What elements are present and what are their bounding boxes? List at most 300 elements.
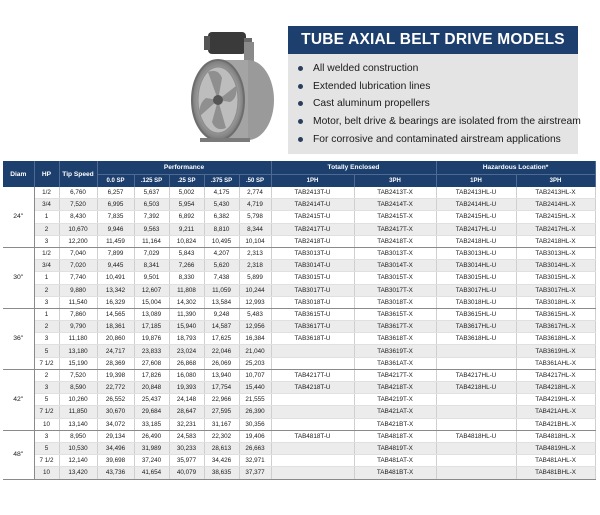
- hp-cell: 5: [34, 394, 59, 406]
- performance-cell: 24,583: [169, 430, 204, 442]
- table-row: [3, 333, 595, 345]
- model-cell: TAB481AT-X: [354, 455, 436, 467]
- product-info-panel: [288, 26, 581, 154]
- hp-cell: 1/2: [34, 187, 59, 199]
- performance-cell: 30,233: [169, 442, 204, 454]
- model-cell: TAB4818HL-X: [516, 430, 595, 442]
- bullet-icon: [298, 119, 303, 124]
- performance-cell: 34,496: [97, 442, 134, 454]
- feature-item: Extended lubrication lines: [298, 78, 578, 96]
- table-row: [3, 430, 595, 442]
- performance-cell: 18,361: [97, 321, 134, 333]
- model-cell: [271, 418, 354, 430]
- model-cell: TAB4218T-U: [271, 382, 354, 394]
- performance-cell: 7,899: [97, 247, 134, 259]
- table-row: [3, 187, 595, 199]
- tip-speed-cell: 9,880: [59, 284, 97, 296]
- performance-cell: 34,426: [204, 455, 239, 467]
- model-cell: TAB3017T-X: [354, 284, 436, 296]
- performance-cell: 33,185: [134, 418, 169, 430]
- model-cell: TAB4819T-X: [354, 442, 436, 454]
- performance-cell: 20,860: [97, 333, 134, 345]
- tip-speed-cell: 13,420: [59, 467, 97, 479]
- hp-cell: 1: [34, 211, 59, 223]
- diameter-cell: 36": [3, 308, 34, 369]
- model-cell: TAB361AHL-X: [516, 357, 595, 369]
- performance-cell: 11,390: [169, 308, 204, 320]
- tip-speed-cell: 7,860: [59, 308, 97, 320]
- header-performance: Performance: [97, 161, 271, 175]
- model-cell: TAB361AT-X: [354, 357, 436, 369]
- tip-speed-cell: 13,180: [59, 345, 97, 357]
- header-phase: 3PH: [354, 175, 436, 188]
- header-phase: 1PH: [271, 175, 354, 188]
- hp-cell: 3: [34, 430, 59, 442]
- performance-cell: 9,501: [134, 272, 169, 284]
- model-cell: TAB3014HL-X: [516, 260, 595, 272]
- model-cell: TAB3015HL-X: [516, 272, 595, 284]
- performance-cell: 9,445: [97, 260, 134, 272]
- performance-cell: 13,584: [204, 296, 239, 308]
- hp-cell: 5: [34, 345, 59, 357]
- performance-cell: 5,798: [239, 211, 271, 223]
- bullet-icon: [298, 84, 303, 89]
- hp-cell: 7 1/2: [34, 357, 59, 369]
- bullet-icon: [298, 101, 303, 106]
- performance-cell: 29,684: [134, 406, 169, 418]
- performance-cell: 40,079: [169, 467, 204, 479]
- performance-cell: 5,002: [169, 187, 204, 199]
- model-cell: TAB3018T-X: [354, 296, 436, 308]
- performance-cell: 26,663: [239, 442, 271, 454]
- performance-cell: 26,490: [134, 430, 169, 442]
- table-row: [3, 199, 595, 211]
- performance-cell: 5,430: [204, 199, 239, 211]
- spec-table: [3, 161, 596, 480]
- model-cell: TAB3615T-U: [271, 308, 354, 320]
- model-cell: TAB481BT-X: [354, 467, 436, 479]
- performance-cell: 31,167: [204, 418, 239, 430]
- feature-item: All welded construction: [298, 60, 578, 78]
- model-cell: TAB3014HL-U: [436, 260, 516, 272]
- table-row: [3, 382, 595, 394]
- table-row: [3, 223, 595, 235]
- tip-speed-cell: 12,200: [59, 235, 97, 247]
- performance-cell: 6,892: [169, 211, 204, 223]
- model-cell: TAB2417T-X: [354, 223, 436, 235]
- model-cell: TAB3015T-X: [354, 272, 436, 284]
- performance-cell: 5,954: [169, 199, 204, 211]
- tip-speed-cell: 7,020: [59, 260, 97, 272]
- diameter-cell: 42": [3, 369, 34, 430]
- model-cell: TAB481AHL-X: [516, 455, 595, 467]
- model-cell: TAB3618T-U: [271, 333, 354, 345]
- performance-cell: 13,342: [97, 284, 134, 296]
- model-cell: TAB3013T-U: [271, 247, 354, 259]
- performance-cell: 37,240: [134, 455, 169, 467]
- performance-cell: 26,069: [204, 357, 239, 369]
- performance-cell: 20,848: [134, 382, 169, 394]
- model-cell: TAB3617HL-U: [436, 321, 516, 333]
- model-cell: TAB2418HL-X: [516, 235, 595, 247]
- tip-speed-cell: 13,140: [59, 418, 97, 430]
- model-cell: TAB3014T-U: [271, 260, 354, 272]
- hp-cell: 7 1/2: [34, 406, 59, 418]
- performance-cell: 6,257: [97, 187, 134, 199]
- diameter-cell: 24": [3, 187, 34, 247]
- performance-cell: 5,620: [204, 260, 239, 272]
- diameter-cell: 48": [3, 430, 34, 479]
- model-cell: TAB3013T-X: [354, 247, 436, 259]
- performance-cell: 12,993: [239, 296, 271, 308]
- model-cell: [436, 442, 516, 454]
- performance-cell: 8,810: [204, 223, 239, 235]
- model-cell: TAB2413T-U: [271, 187, 354, 199]
- tip-speed-cell: 8,950: [59, 430, 97, 442]
- hp-cell: 5: [34, 442, 59, 454]
- header-hazardous: Hazardous Location*: [436, 161, 595, 175]
- model-cell: [436, 394, 516, 406]
- model-cell: TAB2415T-X: [354, 211, 436, 223]
- performance-cell: 32,231: [169, 418, 204, 430]
- performance-cell: 2,318: [239, 260, 271, 272]
- performance-cell: 16,080: [169, 369, 204, 381]
- performance-cell: 26,868: [169, 357, 204, 369]
- performance-cell: 5,637: [134, 187, 169, 199]
- model-cell: TAB3618T-X: [354, 333, 436, 345]
- model-cell: TAB3617T-U: [271, 321, 354, 333]
- tip-speed-cell: 8,590: [59, 382, 97, 394]
- model-cell: TAB3018HL-X: [516, 296, 595, 308]
- performance-cell: 7,438: [204, 272, 239, 284]
- table-row: [3, 455, 595, 467]
- header-diam: Diam: [3, 161, 34, 187]
- header-sp: .375 SP: [204, 175, 239, 188]
- model-cell: TAB4218HL-X: [516, 382, 595, 394]
- performance-cell: 22,046: [204, 345, 239, 357]
- tip-speed-cell: 9,790: [59, 321, 97, 333]
- hp-cell: 2: [34, 284, 59, 296]
- performance-cell: 11,164: [134, 235, 169, 247]
- performance-cell: 35,977: [169, 455, 204, 467]
- performance-cell: 5,483: [239, 308, 271, 320]
- hp-cell: 3: [34, 296, 59, 308]
- performance-cell: 8,344: [239, 223, 271, 235]
- performance-cell: 41,654: [134, 467, 169, 479]
- table-row: [3, 357, 595, 369]
- performance-cell: 19,406: [239, 430, 271, 442]
- tip-speed-cell: 7,520: [59, 199, 97, 211]
- model-cell: [271, 442, 354, 454]
- performance-cell: 2,774: [239, 187, 271, 199]
- model-cell: TAB421BHL-X: [516, 418, 595, 430]
- model-cell: TAB4217HL-X: [516, 369, 595, 381]
- model-cell: TAB3619HL-X: [516, 345, 595, 357]
- performance-cell: 25,203: [239, 357, 271, 369]
- model-cell: TAB2415HL-X: [516, 211, 595, 223]
- performance-cell: 14,587: [204, 321, 239, 333]
- model-cell: [436, 467, 516, 479]
- performance-cell: 38,635: [204, 467, 239, 479]
- performance-cell: 22,772: [97, 382, 134, 394]
- model-cell: [436, 406, 516, 418]
- performance-cell: 10,244: [239, 284, 271, 296]
- performance-cell: 23,833: [134, 345, 169, 357]
- feature-item: For corrosive and contaminated airstream applications: [298, 130, 578, 148]
- model-cell: TAB2418T-U: [271, 235, 354, 247]
- tip-speed-cell: 11,540: [59, 296, 97, 308]
- header-sp: .125 SP: [134, 175, 169, 188]
- model-cell: [271, 357, 354, 369]
- performance-cell: 28,613: [204, 442, 239, 454]
- performance-cell: 7,835: [97, 211, 134, 223]
- model-cell: TAB3017T-U: [271, 284, 354, 296]
- model-cell: TAB481BHL-X: [516, 467, 595, 479]
- model-cell: TAB2413T-X: [354, 187, 436, 199]
- performance-cell: 9,211: [169, 223, 204, 235]
- performance-cell: 13,089: [134, 308, 169, 320]
- header-sp: 0.0 SP: [97, 175, 134, 188]
- header-sp: .50 SP: [239, 175, 271, 188]
- hp-cell: 3: [34, 333, 59, 345]
- performance-cell: 5,899: [239, 272, 271, 284]
- performance-cell: 12,956: [239, 321, 271, 333]
- hp-cell: 3/4: [34, 260, 59, 272]
- performance-cell: 11,059: [204, 284, 239, 296]
- performance-cell: 19,876: [134, 333, 169, 345]
- performance-cell: 4,175: [204, 187, 239, 199]
- tip-speed-cell: 11,180: [59, 333, 97, 345]
- hp-cell: 3: [34, 235, 59, 247]
- model-cell: TAB4818T-U: [271, 430, 354, 442]
- table-row: [3, 394, 595, 406]
- tip-speed-cell: 10,670: [59, 223, 97, 235]
- model-cell: [271, 345, 354, 357]
- model-cell: TAB421AHL-X: [516, 406, 595, 418]
- model-cell: TAB4217T-U: [271, 369, 354, 381]
- model-cell: TAB3014T-X: [354, 260, 436, 272]
- table-row: [3, 272, 595, 284]
- performance-cell: 17,754: [204, 382, 239, 394]
- performance-cell: 11,808: [169, 284, 204, 296]
- tip-speed-cell: 7,520: [59, 369, 97, 381]
- hp-cell: 2: [34, 369, 59, 381]
- model-cell: TAB4818HL-U: [436, 430, 516, 442]
- table-row: [3, 321, 595, 333]
- hp-cell: 3: [34, 382, 59, 394]
- model-cell: TAB2418HL-U: [436, 235, 516, 247]
- performance-cell: 9,946: [97, 223, 134, 235]
- model-cell: TAB4217T-X: [354, 369, 436, 381]
- performance-cell: 21,555: [239, 394, 271, 406]
- table-row: [3, 211, 595, 223]
- table-row: [3, 247, 595, 259]
- model-cell: [271, 406, 354, 418]
- diameter-cell: 30": [3, 247, 34, 308]
- model-cell: TAB3013HL-U: [436, 247, 516, 259]
- model-cell: TAB3615HL-U: [436, 308, 516, 320]
- model-cell: TAB2418T-X: [354, 235, 436, 247]
- table-row: [3, 296, 595, 308]
- performance-cell: 30,356: [239, 418, 271, 430]
- model-cell: [436, 418, 516, 430]
- tip-speed-cell: 12,140: [59, 455, 97, 467]
- bullet-icon: [298, 66, 303, 71]
- performance-cell: 28,647: [169, 406, 204, 418]
- model-cell: TAB4819HL-X: [516, 442, 595, 454]
- model-cell: TAB3618HL-X: [516, 333, 595, 345]
- performance-cell: 4,719: [239, 199, 271, 211]
- model-cell: [436, 345, 516, 357]
- performance-cell: 13,940: [204, 369, 239, 381]
- performance-cell: 29,134: [97, 430, 134, 442]
- performance-cell: 4,207: [204, 247, 239, 259]
- performance-cell: 17,826: [134, 369, 169, 381]
- header-sp: .25 SP: [169, 175, 204, 188]
- model-cell: TAB2417HL-U: [436, 223, 516, 235]
- model-cell: [271, 467, 354, 479]
- performance-cell: 7,392: [134, 211, 169, 223]
- performance-cell: 23,024: [169, 345, 204, 357]
- performance-cell: 15,440: [239, 382, 271, 394]
- model-cell: TAB2417HL-X: [516, 223, 595, 235]
- hp-cell: 2: [34, 321, 59, 333]
- model-cell: TAB4818T-X: [354, 430, 436, 442]
- model-cell: TAB3615HL-X: [516, 308, 595, 320]
- model-cell: TAB421BT-X: [354, 418, 436, 430]
- model-cell: TAB4219HL-X: [516, 394, 595, 406]
- model-cell: TAB3615T-X: [354, 308, 436, 320]
- performance-cell: 16,329: [97, 296, 134, 308]
- table-row: [3, 442, 595, 454]
- model-cell: TAB2417T-U: [271, 223, 354, 235]
- model-cell: TAB3617HL-X: [516, 321, 595, 333]
- model-cell: TAB2413HL-U: [436, 187, 516, 199]
- performance-cell: 26,390: [239, 406, 271, 418]
- model-cell: TAB4217HL-U: [436, 369, 516, 381]
- performance-cell: 11,459: [97, 235, 134, 247]
- header-totally-enclosed: Totally Enclosed: [271, 161, 436, 175]
- performance-cell: 27,595: [204, 406, 239, 418]
- spec-table-body: [3, 187, 595, 479]
- hp-cell: 1/2: [34, 247, 59, 259]
- performance-cell: 8,330: [169, 272, 204, 284]
- header-phase: 3PH: [516, 175, 595, 188]
- model-cell: TAB4218HL-U: [436, 382, 516, 394]
- hp-cell: 7 1/2: [34, 455, 59, 467]
- performance-cell: 22,302: [204, 430, 239, 442]
- model-cell: TAB2414HL-X: [516, 199, 595, 211]
- performance-cell: 14,302: [169, 296, 204, 308]
- header-hp: HP: [34, 161, 59, 187]
- performance-cell: 43,736: [97, 467, 134, 479]
- model-cell: TAB3013HL-X: [516, 247, 595, 259]
- performance-cell: 27,608: [134, 357, 169, 369]
- performance-cell: 18,793: [169, 333, 204, 345]
- model-cell: TAB2415HL-U: [436, 211, 516, 223]
- model-cell: TAB3617T-X: [354, 321, 436, 333]
- table-row: [3, 418, 595, 430]
- performance-cell: 17,185: [134, 321, 169, 333]
- model-cell: TAB3015HL-U: [436, 272, 516, 284]
- performance-cell: 10,824: [169, 235, 204, 247]
- performance-cell: 39,698: [97, 455, 134, 467]
- performance-cell: 10,707: [239, 369, 271, 381]
- model-cell: [436, 455, 516, 467]
- performance-cell: 14,565: [97, 308, 134, 320]
- performance-cell: 9,248: [204, 308, 239, 320]
- model-cell: [436, 357, 516, 369]
- performance-cell: 8,341: [134, 260, 169, 272]
- tip-speed-cell: 6,760: [59, 187, 97, 199]
- hp-cell: 10: [34, 418, 59, 430]
- performance-cell: 9,563: [134, 223, 169, 235]
- model-cell: TAB2415T-U: [271, 211, 354, 223]
- performance-cell: 2,313: [239, 247, 271, 259]
- model-cell: [271, 394, 354, 406]
- performance-cell: 6,503: [134, 199, 169, 211]
- table-row: [3, 345, 595, 357]
- model-cell: TAB3015T-U: [271, 272, 354, 284]
- header-phase: 1PH: [436, 175, 516, 188]
- model-cell: TAB3017HL-U: [436, 284, 516, 296]
- tip-speed-cell: 11,850: [59, 406, 97, 418]
- model-cell: [271, 455, 354, 467]
- performance-cell: 30,670: [97, 406, 134, 418]
- model-cell: TAB2414T-U: [271, 199, 354, 211]
- performance-cell: 19,393: [169, 382, 204, 394]
- feature-list: [288, 54, 581, 154]
- performance-cell: 34,072: [97, 418, 134, 430]
- feature-item: Motor, belt drive & bearings are isolated from the airstream: [298, 113, 578, 131]
- tip-speed-cell: 15,190: [59, 357, 97, 369]
- tip-speed-cell: 8,430: [59, 211, 97, 223]
- performance-cell: 7,029: [134, 247, 169, 259]
- table-row: [3, 406, 595, 418]
- performance-cell: 21,040: [239, 345, 271, 357]
- performance-cell: 10,104: [239, 235, 271, 247]
- performance-cell: 22,966: [204, 394, 239, 406]
- hp-cell: 10: [34, 467, 59, 479]
- table-row: [3, 235, 595, 247]
- hp-cell: 1: [34, 272, 59, 284]
- performance-cell: 10,491: [97, 272, 134, 284]
- table-row: [3, 260, 595, 272]
- hp-cell: 2: [34, 223, 59, 235]
- performance-cell: 17,625: [204, 333, 239, 345]
- performance-cell: 5,843: [169, 247, 204, 259]
- tip-speed-cell: 7,740: [59, 272, 97, 284]
- performance-cell: 10,495: [204, 235, 239, 247]
- model-cell: TAB2414T-X: [354, 199, 436, 211]
- performance-cell: 19,398: [97, 369, 134, 381]
- performance-cell: 26,552: [97, 394, 134, 406]
- model-cell: TAB4219T-X: [354, 394, 436, 406]
- performance-cell: 16,384: [239, 333, 271, 345]
- table-row: [3, 467, 595, 479]
- performance-cell: 24,148: [169, 394, 204, 406]
- performance-cell: 28,369: [97, 357, 134, 369]
- table-row: [3, 369, 595, 381]
- model-cell: TAB3018T-U: [271, 296, 354, 308]
- performance-cell: 24,717: [97, 345, 134, 357]
- tip-speed-cell: 7,040: [59, 247, 97, 259]
- hp-cell: 3/4: [34, 199, 59, 211]
- performance-cell: 12,607: [134, 284, 169, 296]
- performance-cell: 7,266: [169, 260, 204, 272]
- model-cell: TAB2413HL-X: [516, 187, 595, 199]
- page-title: TUBE AXIAL BELT DRIVE MODELS: [288, 26, 578, 54]
